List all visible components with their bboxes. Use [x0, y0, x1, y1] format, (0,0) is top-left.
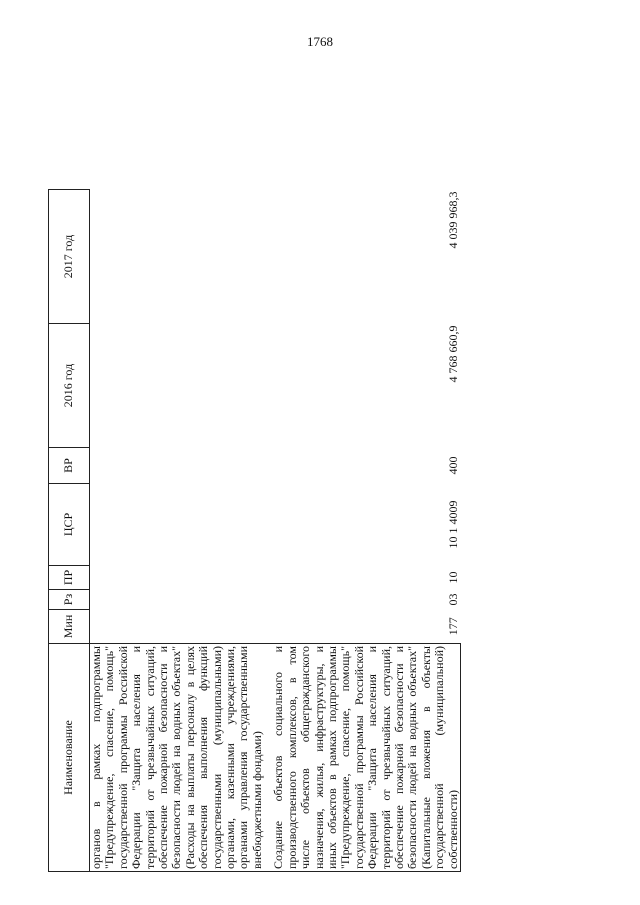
header-min: Мин	[49, 610, 90, 644]
row-csr	[90, 484, 265, 566]
header-2017: 2017 год	[49, 190, 90, 324]
header-2016: 2016 год	[49, 324, 90, 448]
row-2017: 4 039 968,3	[446, 191, 461, 249]
row-rz	[90, 590, 265, 610]
header-rz: Рз	[49, 590, 90, 610]
row-rz: 03	[446, 593, 461, 606]
header-vr: ВР	[49, 448, 90, 484]
row-2017	[90, 190, 265, 324]
row-2016	[90, 324, 265, 448]
page-number: 1768	[307, 34, 333, 49]
table-header-row	[49, 190, 90, 872]
row-vr	[90, 448, 265, 484]
row-name: органов в рамках подпрограммы "Предупреждение, спасение, помощь" государственной программы Российской Федерации "Защита населения и территорий от чрезвычайных ситуаций, обеспечение пожарной безопасности и безопасности людей на водных объектах" (Расходы на выплаты персоналу в целях обеспечения выполнения функций государственными (муниципальными) органами, казенными учреждениями, органами управления государственными внебюджетными фондами)	[90, 644, 265, 872]
row-vr: 400	[446, 456, 461, 475]
rotated-table-container	[48, 22, 588, 872]
table-row	[264, 190, 460, 872]
row-2016: 4 768 660,9	[446, 325, 461, 383]
budget-table	[48, 189, 461, 872]
row-pr	[90, 566, 265, 590]
row-name: Создание объектов социального и производственного комплексов, в том числе объектов общегражданского назначения, жилья, инфраструктуры, и иных объектов в рамках подпрограммы "Предупреждение, спасение, помощь" государственной программы Российской Федерации "Защита населения и территорий от чрезвычайных ситуаций, обеспечение пожарной безопасности и безопасности людей на водных объектах" (Капитальные вложения в объекты государственной (муниципальной) собственности)	[264, 644, 460, 872]
row-min: 177	[446, 617, 461, 636]
header-name: Наименование	[49, 644, 90, 872]
table-row	[90, 190, 265, 872]
row-csr: 10 1 4009	[446, 500, 461, 549]
row-min	[90, 610, 265, 644]
header-pr: ПР	[49, 566, 90, 590]
row-pr: 10	[446, 571, 461, 584]
header-csr: ЦСР	[49, 484, 90, 566]
